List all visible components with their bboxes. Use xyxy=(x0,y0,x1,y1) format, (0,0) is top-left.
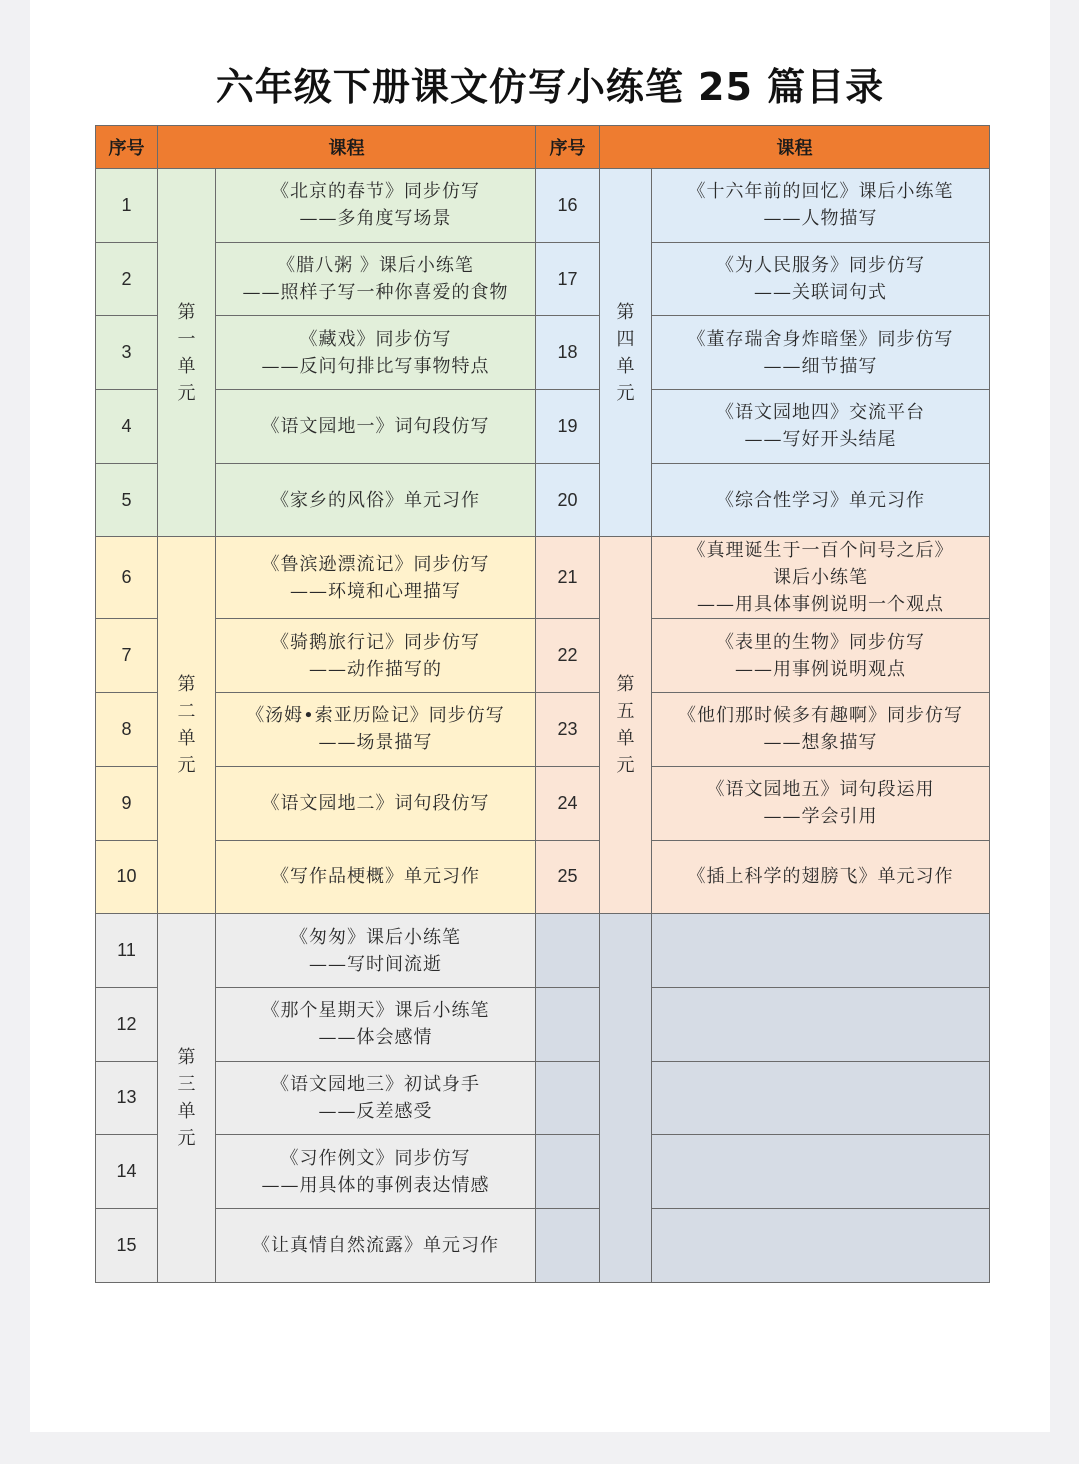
row-number: 21 xyxy=(536,537,600,619)
course-line: ——反差感受 xyxy=(318,1100,433,1122)
unit-label-1 xyxy=(158,169,216,537)
unit-char: 单 xyxy=(177,355,196,377)
row-number: 18 xyxy=(536,316,600,390)
course-line: ——反问句排比写事物特点 xyxy=(261,355,490,377)
course-line: ——多角度写场景 xyxy=(299,208,452,230)
course-line: 《表里的生物》同步仿写 xyxy=(716,631,925,653)
unit-label-3 xyxy=(158,914,216,1282)
course-line: 《语文园地三》初试身手 xyxy=(271,1073,480,1095)
unit-char: 单 xyxy=(177,728,196,750)
table-row xyxy=(96,537,990,619)
course-title xyxy=(216,316,536,390)
course-line: 《让真情自然流露》单元习作 xyxy=(252,1234,499,1256)
row-number: 24 xyxy=(536,766,600,840)
course-line: ——人物描写 xyxy=(763,208,878,230)
course-title xyxy=(216,840,536,914)
course-title xyxy=(652,766,990,840)
row-number: 22 xyxy=(536,619,600,693)
course-line: ——写好开头结尾 xyxy=(744,429,897,451)
course-title xyxy=(652,693,990,767)
course-line: ——用事例说明观点 xyxy=(735,658,906,680)
unit-char: 元 xyxy=(616,382,635,404)
toc-table xyxy=(95,125,990,1283)
course-line: ——用具体的事例表达情感 xyxy=(261,1174,490,1196)
empty-cell xyxy=(536,987,600,1061)
unit-char: 一 xyxy=(177,328,196,350)
row-number: 2 xyxy=(96,242,158,316)
table-row xyxy=(96,1135,990,1209)
course-line: 《骑鹅旅行记》同步仿写 xyxy=(271,631,480,653)
table-row xyxy=(96,242,990,316)
header-num-left: 序号 xyxy=(96,126,158,169)
course-line: ——细节描写 xyxy=(763,355,878,377)
empty-cell xyxy=(536,1135,600,1209)
table-row xyxy=(96,987,990,1061)
course-line: ——关联词句式 xyxy=(754,282,887,304)
row-number: 11 xyxy=(96,914,158,988)
empty-cell xyxy=(652,1135,990,1209)
table-row xyxy=(96,840,990,914)
course-title xyxy=(216,390,536,464)
row-number: 7 xyxy=(96,619,158,693)
row-number: 20 xyxy=(536,463,600,537)
course-line: 课后小练笔 xyxy=(773,567,868,589)
course-title xyxy=(652,840,990,914)
row-number: 19 xyxy=(536,390,600,464)
row-number: 15 xyxy=(96,1208,158,1282)
course-line: 《语文园地二》词句段仿写 xyxy=(261,792,490,814)
table-row xyxy=(96,169,990,243)
unit-char: 元 xyxy=(177,755,196,777)
course-line: 《董存瑞舍身炸暗堡》同步仿写 xyxy=(687,328,954,350)
course-line: 《北京的春节》同步仿写 xyxy=(271,181,480,203)
course-title xyxy=(652,537,990,619)
course-line: 《鲁滨逊漂流记》同步仿写 xyxy=(261,553,490,575)
course-line: 《那个星期天》课后小练笔 xyxy=(261,1000,490,1022)
header-row xyxy=(96,126,990,169)
unit-label-2 xyxy=(158,537,216,914)
table-row xyxy=(96,1208,990,1282)
empty-cell xyxy=(652,987,990,1061)
course-line: ——动作描写的 xyxy=(309,658,442,680)
course-title xyxy=(216,619,536,693)
row-number: 10 xyxy=(96,840,158,914)
unit-char: 四 xyxy=(616,328,635,350)
unit-char: 单 xyxy=(616,355,635,377)
course-line: 《他们那时候多有趣啊》同步仿写 xyxy=(678,705,963,727)
header-num-right: 序号 xyxy=(536,126,600,169)
course-title xyxy=(216,242,536,316)
unit-char: 第 xyxy=(177,674,196,696)
row-number: 9 xyxy=(96,766,158,840)
unit-char: 第 xyxy=(616,301,635,323)
header-course-left: 课程 xyxy=(158,126,536,169)
course-title xyxy=(216,1135,536,1209)
course-title xyxy=(652,316,990,390)
course-line: 《语文园地五》词句段运用 xyxy=(706,779,935,801)
course-line: ——学会引用 xyxy=(763,806,878,828)
unit-char: 元 xyxy=(616,755,635,777)
header-course-right: 课程 xyxy=(600,126,990,169)
empty-cell xyxy=(536,1061,600,1135)
table-row xyxy=(96,693,990,767)
row-number: 8 xyxy=(96,693,158,767)
unit-label-5 xyxy=(600,537,652,914)
unit-char: 二 xyxy=(177,701,196,723)
course-line: ——想象描写 xyxy=(763,732,878,754)
course-line: 《藏戏》同步仿写 xyxy=(299,328,452,350)
table-row xyxy=(96,316,990,390)
unit-label-4 xyxy=(600,169,652,537)
row-number: 13 xyxy=(96,1061,158,1135)
row-number: 23 xyxy=(536,693,600,767)
course-title xyxy=(216,766,536,840)
empty-cell xyxy=(652,914,990,988)
course-line: 《汤姆•索亚历险记》同步仿写 xyxy=(246,705,505,727)
row-number: 4 xyxy=(96,390,158,464)
row-number: 1 xyxy=(96,169,158,243)
course-title xyxy=(652,390,990,464)
empty-cell xyxy=(652,1061,990,1135)
row-number: 16 xyxy=(536,169,600,243)
course-title xyxy=(216,169,536,243)
course-title xyxy=(216,1208,536,1282)
unit-char: 五 xyxy=(616,701,635,723)
row-number: 14 xyxy=(96,1135,158,1209)
course-line: ——环境和心理描写 xyxy=(290,580,461,602)
empty-cell xyxy=(652,1208,990,1282)
course-line: 《语文园地四》交流平台 xyxy=(716,402,925,424)
course-title xyxy=(652,619,990,693)
course-title xyxy=(216,1061,536,1135)
unit-char: 第 xyxy=(177,1046,196,1068)
course-line: 《腊八粥 》课后小练笔 xyxy=(277,255,474,277)
row-number: 3 xyxy=(96,316,158,390)
course-title xyxy=(216,693,536,767)
table-row xyxy=(96,914,990,988)
unit-char: 元 xyxy=(177,382,196,404)
table-row xyxy=(96,766,990,840)
unit-char: 三 xyxy=(177,1073,196,1095)
course-line: 《插上科学的翅膀飞》单元习作 xyxy=(687,866,954,888)
course-title xyxy=(216,537,536,619)
course-line: ——体会感情 xyxy=(318,1027,433,1049)
course-line: ——场景描写 xyxy=(318,732,433,754)
table-row xyxy=(96,619,990,693)
unit-char: 第 xyxy=(177,301,196,323)
course-line: 《综合性学习》单元习作 xyxy=(716,489,925,511)
empty-cell xyxy=(536,914,600,988)
course-line: 《十六年前的回忆》课后小练笔 xyxy=(687,181,954,203)
course-title xyxy=(216,987,536,1061)
table-row xyxy=(96,390,990,464)
unit-char: 第 xyxy=(616,674,635,696)
empty-cell xyxy=(536,1208,600,1282)
course-line: ——照样子写一种你喜爱的食物 xyxy=(242,282,509,304)
unit-char: 元 xyxy=(177,1127,196,1149)
course-line: 《写作品梗概》单元习作 xyxy=(271,866,480,888)
row-number: 12 xyxy=(96,987,158,1061)
course-line: 《语文园地一》词句段仿写 xyxy=(261,415,490,437)
unit-char: 单 xyxy=(616,728,635,750)
course-line: 《为人民服务》同步仿写 xyxy=(716,255,925,277)
page-title: 六年级下册课文仿写小练笔 25 篇目录 xyxy=(215,65,885,109)
course-title xyxy=(652,169,990,243)
course-line: 《真理诞生于一百个问号之后》 xyxy=(687,540,954,562)
table-row xyxy=(96,1061,990,1135)
table-row xyxy=(96,463,990,537)
course-title xyxy=(216,463,536,537)
empty-unit-cell xyxy=(600,914,652,1282)
course-line: 《习作例文》同步仿写 xyxy=(280,1147,471,1169)
course-line: ——写时间流逝 xyxy=(309,953,442,975)
row-number: 17 xyxy=(536,242,600,316)
course-title xyxy=(652,242,990,316)
unit-char: 单 xyxy=(177,1100,196,1122)
row-number: 25 xyxy=(536,840,600,914)
course-line: 《匆匆》课后小练笔 xyxy=(290,926,461,948)
course-title xyxy=(216,914,536,988)
course-line: 《家乡的风俗》单元习作 xyxy=(271,489,480,511)
course-line: ——用具体事例说明一个观点 xyxy=(697,594,944,616)
row-number: 6 xyxy=(96,537,158,619)
row-number: 5 xyxy=(96,463,158,537)
course-title xyxy=(652,463,990,537)
